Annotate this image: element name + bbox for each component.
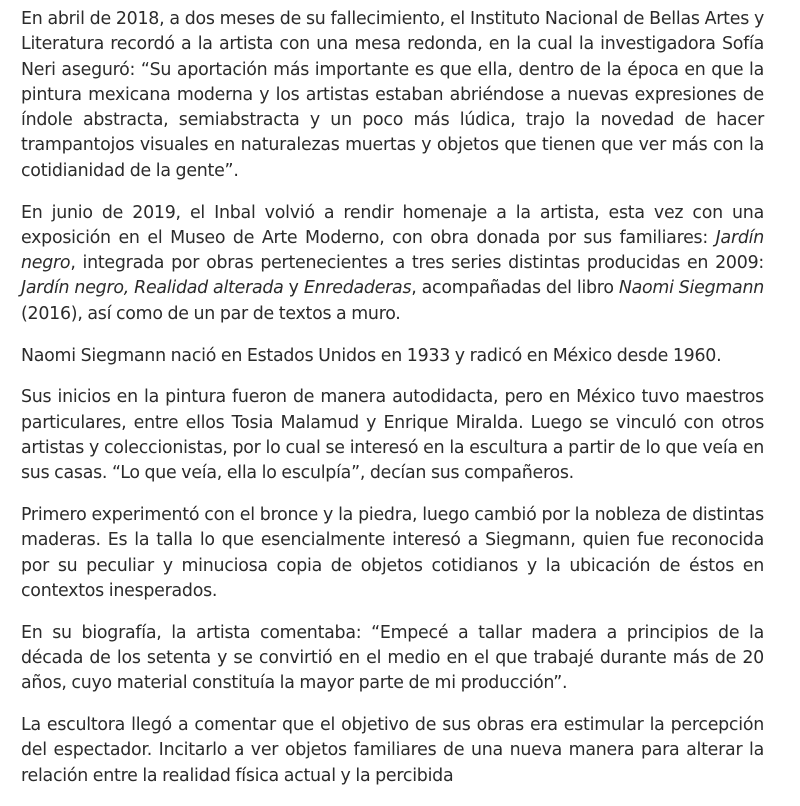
text-segment: , integrada por obras pertenecientes a tres series distintas producidas en 2009: <box>70 253 764 274</box>
text-segment: (2016), así como de un par de textos a muro. <box>21 303 401 324</box>
text-segment: En junio de 2019, el Inbal volvió a rendir homenaje a la artista, esta vez con una exposición en el Museo de Arte Moderno, con obra donada por sus familiares: <box>21 202 764 248</box>
text-segment: y <box>283 278 304 299</box>
text-segment: En abril de 2018, a dos meses de su fallecimiento, el Instituto Nacional de Bellas Artes y Literatura recordó a la artista con una mesa redonda, en la cual la investigadora Sofía Neri aseguró: “Su aportación más importante es que ella, dentro de la época en que la pintura mexicana moderna y los artistas estaban abriéndose a nuevas expresiones de índole abstracta, semiabstracta y un poco más lúdica, trajo la novedad de hacer trampantojos visuales en naturalezas muertas y objetos que tienen que ver más con la cotidianidad de la gente”. <box>21 9 764 181</box>
text-segment: En su biografía, la artista comentaba: “Empecé a tallar madera a principios de la década de los setenta y se convirtió en el medio en el que trabajé durante más de 20 años, cuyo material constituía la mayor parte de mi producción”. <box>21 622 764 694</box>
paragraph-inicios <box>21 385 764 486</box>
text-segment: , acompañadas del libro <box>411 278 619 299</box>
paragraph-homenaje-exposicion <box>21 201 764 327</box>
text-segment: Primero experimentó con el bronce y la piedra, luego cambió por la nobleza de distintas maderas. Es la talla lo que esencialmente interesó a Siegmann, quien fue reconocida por su peculiar y minuciosa copia de objetos cotidianos y la ubicación de éstos en contextos inesperados. <box>21 505 764 601</box>
paragraph-materiales <box>21 503 764 604</box>
paragraph-biografia <box>21 621 764 697</box>
text-segment: Naomi Siegmann nació en Estados Unidos en 1933 y radicó en México desde 1960. <box>21 345 722 366</box>
italic-title-jardin-negro: Jardín negro <box>21 227 764 274</box>
italic-title-libro: Naomi Siegmann <box>618 278 765 299</box>
text-segment: La escultora llegó a comentar que el objetivo de sus obras era estimular la percepción del espectador. Incitarlo a ver objetos familiares de una nueva manera para alterar la relación entre la realidad física actual y la percibida <box>21 715 764 786</box>
article-body <box>21 0 764 806</box>
text-segment: Sus inicios en la pintura fueron de manera autodidacta, pero en México tuvo maestros particulares, entre ellos Tosia Malamud y Enrique Miralda. Luego se vinculó con otros artistas y coleccionistas, por lo cual se interesó en la escultura a partir de lo que veía en sus casas. “Lo que veía, ella lo esculpía”, decían sus compañeros. <box>21 387 764 484</box>
italic-title-series: Jardín negro, Realidad alterada <box>21 278 284 299</box>
paragraph-nacimiento <box>21 344 764 369</box>
paragraph-objetivo <box>21 713 764 789</box>
italic-title-enredaderas: Enredaderas <box>303 278 412 299</box>
paragraph-mesa-redonda <box>21 7 764 184</box>
